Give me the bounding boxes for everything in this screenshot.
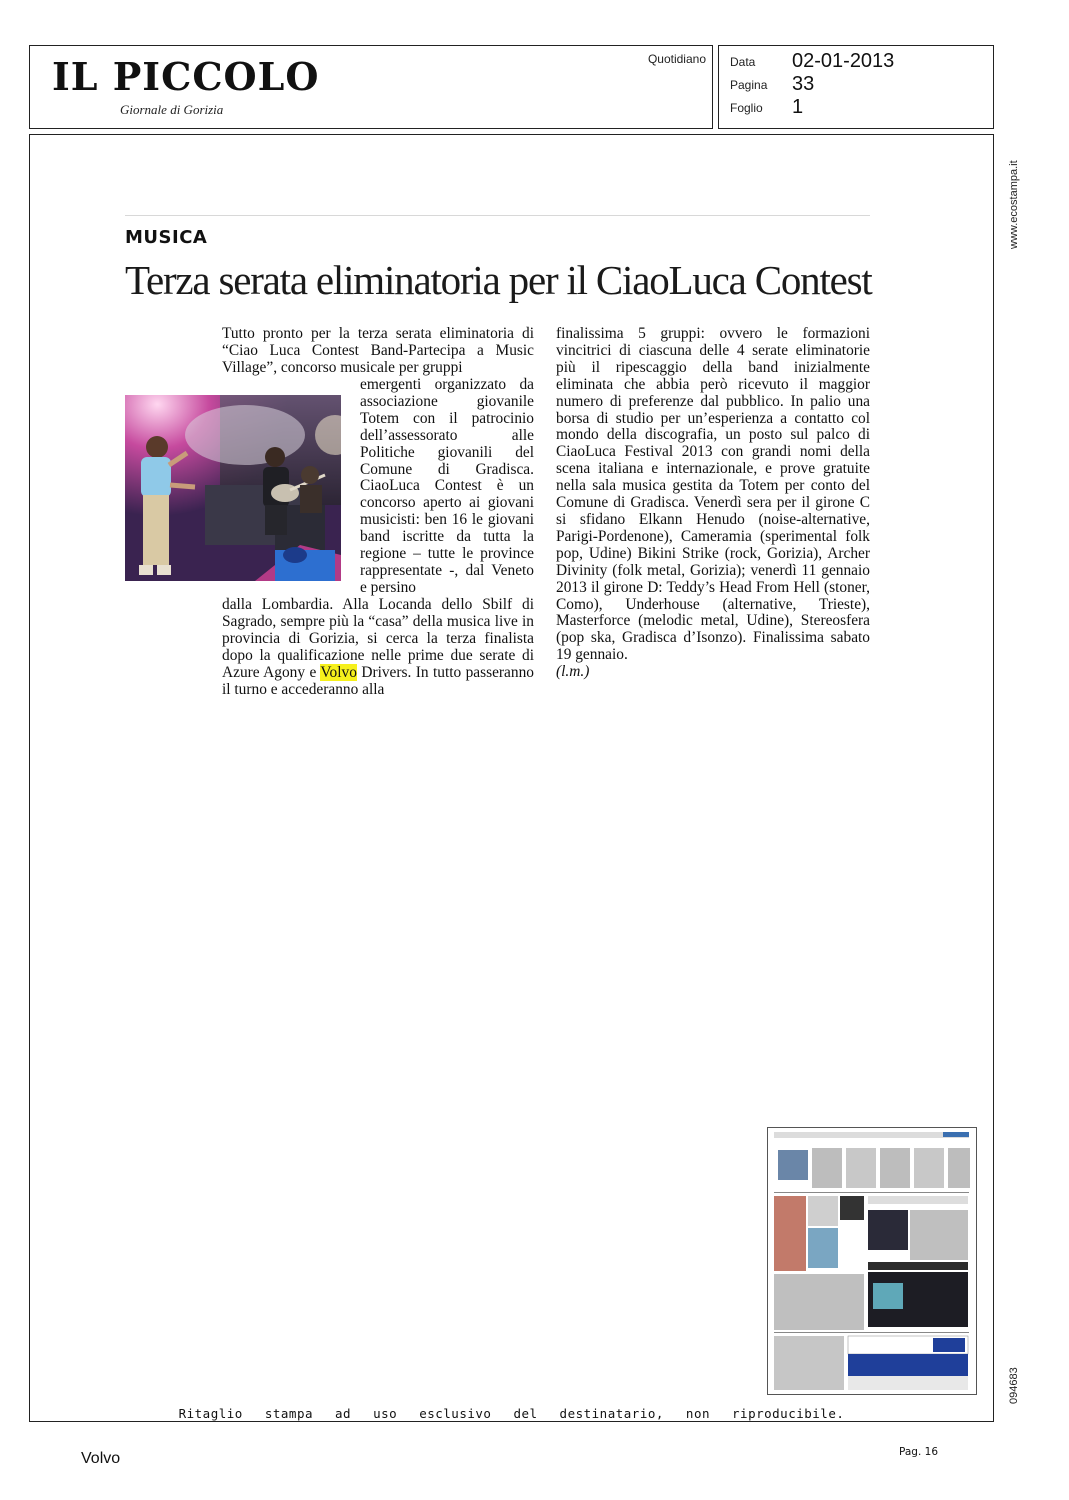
date-label: Data — [730, 55, 756, 69]
section-label: MUSICA — [125, 227, 208, 248]
sheet-value: 1 — [792, 96, 804, 118]
article-paragraph: emergenti organizzato da associazione giovanile Totem con il patrocinio dell’assessorato alle Politiche giovanili del Comune di Gradisca. CiaoLuca Contest è un concorso aperto ai giovani musicisti: ben 16 le giovani band iscritte da tutta la regione – tutte le province rappresentate -, dal Veneto e persino — [360, 376, 534, 596]
side-url-text: www.ecostampa.it — [1008, 160, 1020, 249]
text-run: dalla Lombardia. Alla Locanda dello Sbilf di Sagrado, sempre più la “casa” della musica live in provincia di Gorizia, si cerca la terza finalista dopo la qualificazione nelle prime due serate di Azure Agony e — [222, 596, 534, 681]
page-number: Pag. 16 — [899, 1446, 938, 1458]
article-col2 — [556, 326, 870, 681]
side-url — [1008, 145, 1022, 255]
highlighted-keyword: Volvo — [320, 663, 357, 681]
article-paragraph — [222, 597, 534, 698]
section-divider — [125, 215, 870, 216]
date-value: 02-01-2013 — [792, 50, 895, 72]
article-col1-bottom — [222, 597, 534, 698]
newspaper-logo: IL PICCOLO — [52, 54, 320, 99]
text-run: Drivers. In tutto passeranno il turno e accederanno alla — [222, 663, 534, 698]
article-col1-top — [222, 326, 534, 377]
meta-box — [718, 45, 994, 129]
page-value: 33 — [792, 73, 815, 95]
masthead-box — [29, 45, 713, 129]
article-byline: (l.m.) — [556, 663, 590, 681]
article-headline: Terza serata eliminatoria per il CiaoLuca Contest — [125, 257, 872, 303]
page-thumbnail — [767, 1127, 977, 1395]
article-paragraph: Tutto pronto per la terza serata eliminatoria di “Ciao Luca Contest Band-Partecipa a Music Village”, concorso musicale per gruppi — [222, 325, 534, 376]
article-paragraph: finalissima 5 gruppi: ovvero le formazioni vincitrici di ciascuna delle 4 serate eliminatorie più il ripescaggio della band inizialmente eliminata che abbia però ricevuto il maggior numero di preferenze dal pubblico. In palio una borsa di studio per un’esperienza a contatto col mondo della discografia, un posto sul palco di CiaoLuca Festival 2013 con grandi nomi della scena italiana e internazionale, e prove gratuite nella sala musica gestita da Totem per conto del Comune di Gradisca. Venerdì sera per il girone C si sfidano Elkann Henudo (noise-alternative, Parigi-Pordenone), Cameramia (sperimental folk pop, Udine) Bikini Strike (rock, Gorizia), Archer Divinity (folk metal, Gorizia); venerdì 11 gennaio 2013 il girone D: Teddy’s Head From Hell (stoner, Como), Underhouse (alternative, Trieste), Masterforce (melodic metal, Udine), Stereosfera (pop ska, Gradisca d’Isonzo). Finalissima sabato 19 gennaio. — [556, 325, 870, 664]
concert-photo — [125, 395, 341, 581]
page-label: Pagina — [730, 78, 768, 92]
client-name: Volvo — [81, 1450, 121, 1467]
publication-type: Quotidiano — [647, 52, 706, 66]
sheet-label: Foglio — [730, 101, 763, 115]
newspaper-subtitle: Giornale di Gorizia — [120, 102, 224, 117]
concert-photo-image — [125, 395, 341, 581]
article-col1-wrap — [360, 377, 534, 597]
page-thumbnail-image — [768, 1128, 975, 1393]
side-code-text: 094683 — [1008, 1367, 1020, 1404]
clipping-notice: Ritaglio stampa ad uso esclusivo del destinatario, non riproducibile. — [178, 1406, 845, 1421]
side-code — [1008, 1340, 1022, 1410]
